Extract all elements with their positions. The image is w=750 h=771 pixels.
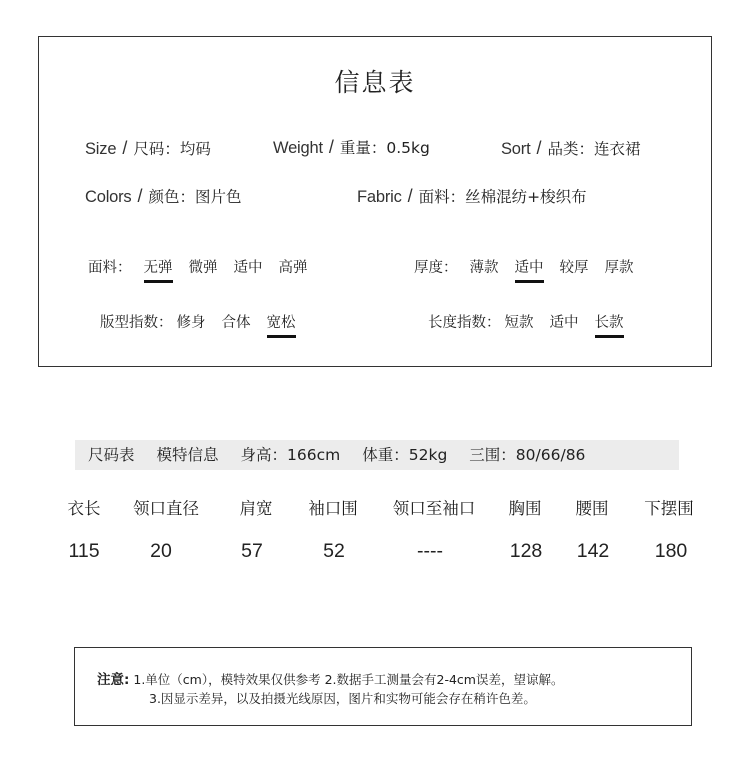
length-label: 长度指数： <box>428 315 501 331</box>
fit-option-slim: 修身 <box>176 315 206 331</box>
elasticity-scale <box>88 256 324 277</box>
value-shoulder: 57 <box>241 540 263 562</box>
elasticity-label: 面料： <box>88 260 132 276</box>
thickness-option-thick: 厚款 <box>604 260 634 276</box>
note-panel <box>74 647 692 726</box>
value-chest: 128 <box>509 540 543 562</box>
fabric-separator: / <box>407 186 413 206</box>
header-waist: 腰围 <box>575 499 609 518</box>
header-collar-diameter: 领口直径 <box>133 499 199 518</box>
weight-separator: / <box>328 137 334 157</box>
header-chest: 胸围 <box>508 499 542 518</box>
sort-cn: 品类：连衣裙 <box>547 140 641 158</box>
header-shoulder: 肩宽 <box>239 499 273 518</box>
colors-cn: 颜色：图片色 <box>148 188 242 206</box>
size-table-header <box>0 495 750 525</box>
colors-separator: / <box>137 186 143 206</box>
header-cuff: 袖口围 <box>308 499 358 518</box>
length-option-medium: 适中 <box>549 315 579 331</box>
length-scale <box>428 311 640 332</box>
value-length: 115 <box>68 540 100 562</box>
weight-en: Weight <box>273 139 323 157</box>
weight-cn: 重量：0.5kg <box>339 139 430 157</box>
size-separator: / <box>122 138 128 158</box>
sort-en: Sort <box>501 140 531 158</box>
value-waist: 142 <box>576 540 610 562</box>
sort-spec <box>501 137 641 159</box>
thickness-label: 厚度： <box>414 260 458 276</box>
note-line-1 <box>97 668 563 688</box>
fit-scale <box>100 311 312 332</box>
fabric-en: Fabric <box>357 188 402 206</box>
elasticity-option-none: 无弹 <box>144 256 173 277</box>
fit-option-loose: 宽松 <box>267 311 296 332</box>
size-cn: 尺码：均码 <box>133 140 211 158</box>
sort-separator: / <box>536 138 542 158</box>
thickness-option-thin: 薄款 <box>469 260 499 276</box>
value-cuff: 52 <box>323 540 345 562</box>
value-collar-diameter: 20 <box>150 540 172 562</box>
model-weight: 体重：52kg <box>362 446 448 464</box>
model-height: 身高：166cm <box>240 446 341 464</box>
size-chart-title: 尺码表 <box>88 446 135 464</box>
model-info-bar <box>75 440 679 470</box>
note-line-1-text: 1.单位（cm），模特效果仅供参考 2.数据手工测量会有2-4cm误差，望谅解。 <box>129 672 564 687</box>
fabric-spec <box>357 185 587 207</box>
colors-spec <box>85 185 242 207</box>
header-collar-to-cuff: 领口至袖口 <box>392 499 476 518</box>
length-option-long: 长款 <box>595 311 624 332</box>
info-panel <box>38 36 712 367</box>
header-hem: 下摆围 <box>644 499 694 518</box>
size-en: Size <box>85 140 117 158</box>
size-table-values <box>0 540 750 570</box>
fit-label: 版型指数： <box>100 315 173 331</box>
colors-en: Colors <box>85 188 132 206</box>
weight-spec <box>273 136 430 158</box>
elasticity-option-slight: 微弹 <box>188 260 218 276</box>
thickness-scale <box>414 256 650 277</box>
model-info-label: 模特信息 <box>156 446 219 464</box>
value-hem: 180 <box>654 540 688 562</box>
thickness-option-thicker: 较厚 <box>559 260 589 276</box>
fit-option-regular: 合体 <box>221 315 251 331</box>
model-measurements: 三围：80/66/86 <box>469 446 586 464</box>
fabric-cn: 面料：丝棉混纺+梭织布 <box>418 188 587 206</box>
note-line-2: 3.因显示差异，以及拍摄光线原因，图片和实物可能会存在稍许色差。 <box>149 691 536 706</box>
value-collar-to-cuff: ---- <box>417 540 443 562</box>
thickness-option-medium: 适中 <box>515 256 544 277</box>
info-title: 信息表 <box>334 68 416 97</box>
elasticity-option-medium: 适中 <box>233 260 263 276</box>
elasticity-option-high: 高弹 <box>278 260 308 276</box>
header-length: 衣长 <box>67 499 101 518</box>
size-spec <box>85 137 211 159</box>
note-label: 注意: <box>97 672 130 688</box>
length-option-short: 短款 <box>504 315 534 331</box>
